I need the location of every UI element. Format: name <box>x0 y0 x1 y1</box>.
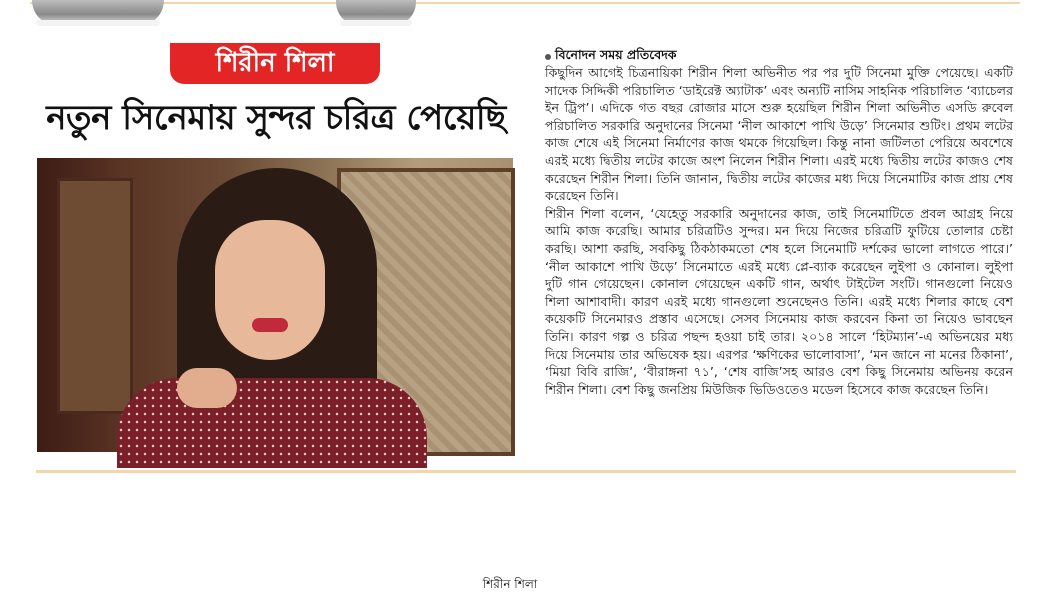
photo-face <box>215 220 325 360</box>
top-divider <box>30 2 1020 4</box>
shoe-sole-left <box>36 20 160 26</box>
article-paragraph-2: শিরীন শিলা বলেন, ‘যেহেতু সরকারি অনুদানের কাজ, তাই সিনেমাটিতে প্রবল আগ্রহ নিয়ে আমি কাজ করেছি। আমার চরিত্রটিও সুন্দর। মন দিয়ে নিজের চরিত্রটি ফুটিয়ে তোলার চেষ্টা করছি। আশা করছি, সবকিছু ঠিকঠাকমতো শেষ হলে সিনেমাটি দর্শকের ভালো লাগতে পারে।’ ‘নীল আকাশে পাখি উড়ে’ সিনেমাতে এরই মধ্যে প্লে-ব্যাক করেছেন লুইপা ও কোনাল। লুইপা দুটি গান গেয়েছেন। কোনাল গেয়েছেন একটি গান, অর্থাৎ টাইটেল সংটি। গানগুলো নিয়েও শিলা আশাবাদী। কারণ এরই মধ্যে গানগুলো শুনেছেনও তিনি। এরই মধ্যে শিলার কাছে বেশ কয়েকটি সিনেমারও প্রস্তাব এসেছে। সেসব সিনেমায় কাজ করবেন কিনা তা নিয়েও ভাবছেন তিনি। কারণ গল্প ও চরিত্র পছন্দ হওয়া চাই তার। ২০১৪ সালে ‘হিটম্যান’-এ অভিনয়ের মধ্য দিয়ে সিনেমায় তার অভিষেক হয়। এরপর ‘ক্ষণিকের ভালোবাসা’, ‘মন জানে না মনের ঠিকানা’, ‘মিয়া বিবি রাজি’, ‘বীরাঙ্গনা ৭১’, ‘শেষ বাজি’সহ আরও বেশ কিছু সিনেমায় অভিনয় করেন শিরীন শিলা। বেশ কিছু জনপ্রিয় মিউজিক ভিডিওতেও মডেল হিসেবে কাজ করেছেন তিনি। <box>545 205 1013 397</box>
photo-caption: শিরীন শিলা <box>473 575 547 597</box>
article-body <box>545 64 1013 456</box>
photo-hand <box>177 368 237 408</box>
name-banner: শিরীন শিলা <box>170 43 380 84</box>
photo-door-panel <box>57 178 133 414</box>
photo-dress <box>117 378 427 468</box>
top-ad-strip <box>0 0 1042 30</box>
headline: নতুন সিনেমায় সুন্দর চরিত্র পেয়েছি <box>46 98 506 138</box>
bottom-divider <box>36 470 1016 473</box>
byline-text: বিনোদন সময় প্রতিবেদক <box>555 47 677 62</box>
bullet-icon <box>545 54 551 60</box>
article-paragraph-1: কিছুদিন আগেই চিত্রনায়িকা শিরীন শিলা অভিনীত পর পর দুটি সিনেমা মুক্তি পেয়েছে। একটি সাদেক সিদ্দিকী পরিচালিত ‘ডাইরেক্ট অ্যাটাক’ এবং অন্যটি নাসিম সাহনিক পরিচালিত ‘ব্যাচেলর ইন ট্রিপ’। এদিকে গত বছর রোজার মাসে শুরু হয়েছিল শিরীন শিলা অভিনীত এসডি রুবেল পরিচালিত সরকারি অনুদানের সিনেমা ‘নীল আকাশে পাখি উড়ে’ সিনেমার শুটিং। প্রথম লটের কাজ শেষে এই সিনেমা নির্মাণের কাজ থমকে গিয়েছিল। কিন্তু নানা জটিলতা পেরিয়ে অবশেষে এরই মধ্যে দ্বিতীয় লটের কাজে অংশ নিলেন শিরীন শিলা। এরই মধ্যে দ্বিতীয় লটের কাজও শেষ করেছেন শিরীন শিলা। তিনি জানান, দ্বিতীয় লটের কাজের মধ্য দিয়ে সিনেমাটির কাজ প্রায় শেষ করেছেন তিনি। <box>545 65 1013 204</box>
shoe-sole-right <box>340 20 412 26</box>
article-photo <box>37 158 538 591</box>
photo-lips <box>252 318 288 332</box>
